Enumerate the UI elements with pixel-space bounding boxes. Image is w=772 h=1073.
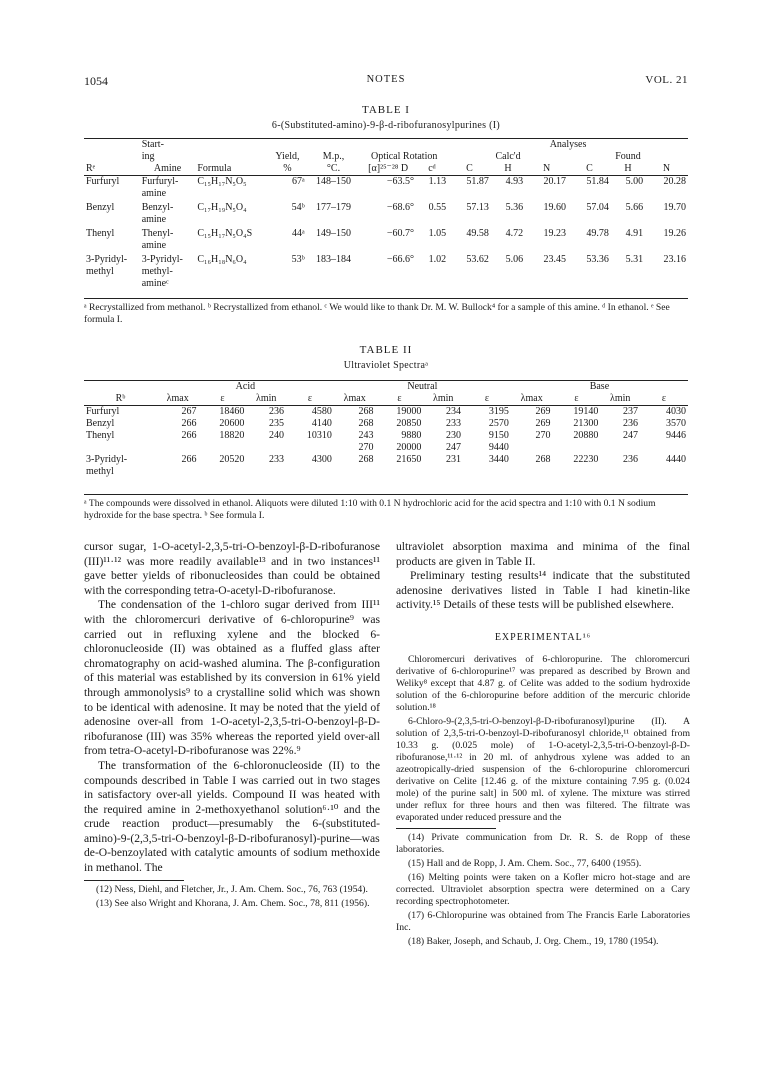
spectra-cell — [511, 406, 553, 418]
mp-cell: 148–150 — [316, 176, 351, 187]
table2-label: TABLE II — [359, 344, 413, 356]
spectra-cell-line: 20880 — [573, 430, 599, 441]
table-row — [84, 418, 688, 430]
formula-cell: C₁₆H₁₈N₆O₄ — [197, 254, 247, 265]
body-paragraph: The condensation of the 1-chloro sugar derived from III¹¹ with the chloromercuri derivative of 6-chloropurine⁹ was carried out in refluxing xylene and the blocked 6-chloronucleoside (II) was obtained as a fluffed glass after chromatography on acid-washed alumina. The β-configuration of this material was established by its conversion in 61% yield through ammonolysis⁹ to a crystalline solid which was shown to be identical with adenosine. It may be noted that the yield of adenosine over-all from 1-O-acetyl-2,3,5-tri-O-benzoyl-β-D-ribofuranose (III) was 35% whereas the reported yield over-all from tetra-O-acetyl-D-ribofuranose was 22%.⁹ — [84, 598, 380, 758]
table-row — [84, 176, 688, 202]
concentration-cell: 1.05 — [428, 228, 447, 239]
footnote: (12) Ness, Diehl, and Fletcher, Jr., J. Am. Chem. Soc., 76, 763 (1954). — [96, 883, 368, 895]
yield-cell: 53ᵇ — [291, 254, 305, 265]
spectra-cell — [286, 406, 334, 418]
spectra-cell — [600, 454, 640, 478]
spectra-cell — [334, 418, 376, 430]
spectra-cell-line: 21300 — [573, 418, 599, 429]
column-header: ε — [484, 393, 490, 404]
yield-cell: 44ᵃ — [292, 228, 305, 239]
spectra-cell-line: 237 — [622, 406, 638, 417]
spectra-cell-line: 268 — [358, 418, 374, 429]
table-row — [84, 454, 688, 478]
spectra-cell-line: 235 — [268, 418, 284, 429]
spectra-cell — [286, 454, 334, 478]
column-header: λmax — [166, 393, 189, 404]
spectra-cell — [246, 418, 286, 430]
footnote: (17) 6-Chloropurine was obtained from The Francis Earle Laboratories Inc. — [396, 909, 690, 933]
footnote: (16) Melting points were taken on a Kofler micro hot-stage and are corrected. Ultraviolet absorption spectra were determined on a Cary recording spectrophotometer. — [396, 871, 690, 907]
spectra-cell-line: 231 — [445, 454, 461, 465]
spectra-cell — [286, 418, 334, 430]
substituent-cell — [84, 406, 157, 418]
table1-footnote: ᵃ Recrystallized from methanol. ᵇ Recrystallized from ethanol. ᶜ We would like to thank Dr. M. W. Bullock⁴ for a sample of this amine. ᵈ In ethanol. ᵉ See formula I. — [84, 298, 688, 326]
table2-caption — [84, 344, 688, 371]
experimental-heading: EXPERIMENTAL¹⁶ — [494, 631, 592, 643]
spectra-cell — [246, 454, 286, 478]
amine-cell-line: Furfuryl- — [141, 176, 179, 187]
column-header: λmax — [343, 393, 366, 404]
footnote-rule — [396, 828, 496, 829]
spectra-cell-line: 10310 — [306, 430, 332, 441]
spectra-cell-line: 2570 — [488, 418, 509, 429]
found-cell: 51.84 — [586, 176, 609, 187]
column-header: [α]²⁵⁻²⁸ D — [368, 163, 409, 174]
amine-cell-line: Thenyl- — [141, 228, 174, 239]
spectra-cell-line: 266 — [181, 418, 197, 429]
calcd-cell: 57.13 — [466, 202, 489, 213]
table-row — [84, 228, 688, 254]
table-row — [84, 202, 688, 228]
substituent-cell-line: Benzyl — [86, 202, 115, 213]
neutral-header: Neutral — [407, 381, 438, 392]
spectra-cell — [423, 454, 463, 478]
spectra-cell-line: 233 — [268, 454, 284, 465]
spectra-cell — [199, 418, 247, 430]
footnote: (13) See also Wright and Khorana, J. Am. Chem. Soc., 78, 811 (1956). — [96, 897, 370, 909]
spectra-cell-line: 268 — [358, 454, 374, 465]
calcd-header: Calc'd — [495, 151, 521, 162]
found-cell: 20.28 — [663, 176, 686, 187]
found-cell: 5.66 — [625, 202, 644, 213]
spectra-cell — [246, 406, 286, 418]
section-name: NOTES — [366, 74, 406, 85]
rotation-cell: −68.6° — [386, 202, 414, 213]
page-number: 1054 — [84, 74, 108, 88]
calcd-cell: 49.58 — [466, 228, 489, 239]
spectra-cell-line: 19140 — [573, 406, 599, 417]
column-header: H — [504, 163, 512, 174]
mp-cell: 149–150 — [316, 228, 351, 239]
column-header: ε — [307, 393, 313, 404]
spectra-cell-line: 20600 — [219, 418, 245, 429]
spectra-cell-line: 236 — [268, 406, 284, 417]
left-column — [84, 540, 380, 912]
spectra-cell — [199, 406, 247, 418]
acid-header: Acid — [235, 381, 256, 392]
spectra-cell — [600, 430, 640, 454]
substituent-cell-line: Furfuryl — [86, 406, 120, 417]
spectra-cell-line: 266 — [181, 430, 197, 441]
calcd-cell: 19.60 — [543, 202, 566, 213]
amine-cell-line: amine — [141, 214, 167, 225]
spectra-cell — [553, 418, 601, 430]
spectra-cell-line: 20000 — [396, 442, 422, 453]
column-header: N — [662, 163, 671, 174]
mp-cell: 177–179 — [316, 202, 351, 213]
spectra-cell — [199, 430, 247, 454]
footnotes — [396, 832, 690, 948]
column-header: cᵈ — [428, 163, 436, 174]
amine-cell-line: amine — [141, 240, 167, 251]
formula-cell: C₁₅H₁₇N₅O₅ — [197, 176, 247, 187]
table2-title: Ultraviolet Spectraᵃ — [343, 360, 429, 371]
spectra-cell — [423, 418, 463, 430]
spectra-cell-line: 9150 — [488, 430, 509, 441]
spectra-cell — [511, 430, 553, 454]
spectra-cell — [157, 454, 199, 478]
spectra-cell-line: 20520 — [219, 454, 245, 465]
spectra-cell-line: 233 — [445, 418, 461, 429]
calcd-cell: 51.87 — [466, 176, 489, 187]
column-header: C — [466, 163, 473, 174]
amine-cell-line: amineᶜ — [141, 278, 169, 289]
right-column — [396, 540, 690, 950]
found-cell: 23.16 — [663, 254, 686, 265]
calcd-cell: 20.17 — [543, 176, 566, 187]
substituent-cell-line: Furfuryl — [86, 176, 120, 187]
column-header: λmin — [256, 393, 277, 404]
amine-cell-line: Benzyl- — [141, 202, 174, 213]
table1 — [84, 138, 688, 292]
spectra-cell — [511, 418, 553, 430]
spectra-cell-line: 3440 — [488, 454, 509, 465]
column-header: ing — [141, 151, 155, 162]
footnote: (18) Baker, Joseph, and Schaub, J. Org. Chem., 19, 1780 (1954). — [408, 935, 659, 947]
substituent-cell-line: methyl — [86, 466, 114, 477]
footnote: (14) Private communication from Dr. R. S. de Ropp of these laboratories. — [396, 831, 690, 855]
amine-cell-line: methyl- — [141, 266, 173, 277]
column-header: ε — [220, 393, 225, 404]
spectra-cell-line: 20850 — [396, 418, 422, 429]
spectra-cell — [463, 454, 511, 478]
spectra-cell — [157, 418, 199, 430]
column-header: % — [283, 163, 292, 174]
substituent-cell-line: 3-Pyridyl- — [86, 454, 128, 465]
found-cell: 19.26 — [663, 228, 686, 239]
found-cell: 53.36 — [586, 254, 609, 265]
spectra-cell-line: 267 — [181, 406, 197, 417]
spectra-cell-line: 9446 — [666, 430, 686, 441]
substituent-cell-line: Thenyl — [86, 430, 115, 441]
calcd-cell: 53.62 — [466, 254, 489, 265]
formula-cell: C₁₇H₁₉N₅O₄ — [197, 202, 247, 213]
experimental-paragraph: 6-Chloro-9-(2,3,5-tri-O-benzoyl-β-D-ribofuranosyl)purine (II). A solution of 2,3,5-tri-O-benzoyl-D-ribofuranosyl chloride,¹¹ obtained from 10.33 g. (0.025 mole) of 1-O-acetyl-2,3,5-tri-O-benzoyl-β-D-ribofuranose,¹¹·¹² in 20 ml. of anhydrous xylene was added to an azeotropically-dried suspension of the 6-chloropurine chloromercuri derivative on Celite [12.46 g. of the mixture containing 7.95 g. (0.024 mole) of the purine salt] in 500 ml. of xylene. The mixture was stirred under reflux for three hours and then was filtered. The filtrate was evaporated under reduced pressure and the — [396, 715, 690, 823]
column-header: λmin — [609, 393, 631, 404]
spectra-cell — [463, 418, 511, 430]
rotation-cell: −60.7° — [386, 228, 414, 239]
column-header: λmax — [520, 393, 543, 404]
column-header: M.p., — [322, 151, 345, 162]
spectra-cell-line: 247 — [445, 442, 461, 453]
calcd-cell: 5.36 — [505, 202, 524, 213]
amine-cell — [140, 254, 196, 292]
spectra-cell-line: 270 — [535, 430, 551, 441]
column-header: N — [542, 163, 551, 174]
spectra-cell — [157, 430, 199, 454]
base-header: Base — [589, 381, 610, 392]
spectra-cell-line: 3195 — [488, 406, 509, 417]
spectra-cell — [376, 454, 424, 478]
spectra-cell-line: 4300 — [311, 454, 332, 465]
substituent-cell-line: methyl — [86, 266, 114, 277]
yield-cell: 54ᵇ — [291, 202, 305, 213]
substituent-cell — [84, 254, 140, 292]
table1-label: TABLE I — [362, 104, 410, 116]
spectra-cell — [334, 454, 376, 478]
spectra-cell — [423, 406, 463, 418]
spectra-cell-line: 240 — [268, 430, 284, 441]
spectra-cell — [423, 430, 463, 454]
spectra-cell — [463, 430, 511, 454]
footnotes — [84, 884, 380, 910]
table-row — [84, 406, 688, 418]
concentration-cell: 0.55 — [428, 202, 447, 213]
body-paragraph: Preliminary testing results¹⁴ indicate that the substituted adenosine derivatives listed in Table I had kinetin-like activity.¹⁵ Details of these tests will be published elsewhere. — [396, 569, 690, 612]
spectra-cell — [553, 406, 601, 418]
calcd-cell: 5.06 — [505, 254, 524, 265]
table2 — [84, 380, 688, 478]
spectra-cell — [553, 430, 601, 454]
spectra-cell-line: 236 — [622, 418, 638, 429]
spectra-cell-line: 268 — [358, 406, 374, 417]
experimental-paragraph: Chloromercuri derivatives of 6-chloropurine. The chloromercuri derivative of 6-chloropurine¹⁷ was prepared as described by Brown and Weliky⁸ except that 4.87 g. of Celite was added to the sodium hydroxide solution of the 6-chloropurine before addition of the mercuric chloride solution.¹⁸ — [396, 653, 690, 713]
amine-cell-line: 3-Pyridyl- — [141, 254, 183, 265]
body-paragraph: ultraviolet absorption maxima and minima of the final products are given in Table II. — [396, 540, 690, 568]
found-cell: 5.00 — [625, 176, 644, 187]
spectra-cell-line: 269 — [535, 418, 551, 429]
spectra-cell-line: 9880 — [401, 430, 422, 441]
amine-cell-line: amine — [141, 188, 167, 199]
spectra-cell — [246, 430, 286, 454]
column-header: °C. — [326, 163, 341, 174]
spectra-cell-line: 269 — [535, 406, 551, 417]
column-header: H — [624, 163, 632, 174]
spectra-cell — [376, 418, 424, 430]
substituent-cell — [84, 418, 157, 430]
calcd-cell: 4.93 — [505, 176, 524, 187]
spectra-cell — [157, 406, 199, 418]
table2-footnote: ᵃ The compounds were dissolved in ethanol. Aliquots were diluted 1:10 with 0.1 N hydrochloric acid for the acid spectra and 1:10 with 0.1 N sodium hydroxide for the base spectra. ᵇ See formula I. — [84, 494, 688, 522]
column-header: ε — [397, 393, 402, 404]
substituent-cell — [84, 454, 157, 478]
spectra-cell-line: 266 — [181, 454, 197, 465]
spectra-cell — [376, 430, 424, 454]
column-header: C — [586, 163, 593, 174]
column-header: Amine — [153, 163, 182, 174]
calcd-cell: 19.23 — [543, 228, 566, 239]
amine-cell — [140, 202, 196, 228]
spectra-cell-line: 9440 — [488, 442, 509, 453]
column-header: Rᵉ — [86, 163, 96, 174]
spectra-cell — [640, 454, 688, 478]
spectra-cell — [286, 430, 334, 454]
spectra-cell — [640, 430, 688, 454]
running-header — [84, 74, 688, 90]
column-header: ε — [661, 393, 667, 404]
rotation-cell: −63.5° — [386, 176, 414, 187]
calcd-cell: 23.45 — [543, 254, 566, 265]
mp-cell: 183–184 — [316, 254, 351, 265]
substituent-cell-line: Thenyl — [86, 228, 115, 239]
found-cell: 5.31 — [625, 254, 644, 265]
spectra-cell-line: 21650 — [396, 454, 422, 465]
spectra-cell-line: 270 — [358, 442, 374, 453]
spectra-cell — [334, 430, 376, 454]
spectra-cell — [199, 454, 247, 478]
table-row — [84, 430, 688, 454]
found-cell: 19.70 — [663, 202, 686, 213]
volume-label: VOL. 21 — [645, 74, 688, 86]
spectra-cell — [640, 418, 688, 430]
spectra-cell — [463, 406, 511, 418]
yield-cell: 67ᵃ — [292, 176, 305, 187]
spectra-cell-line: 22230 — [573, 454, 599, 465]
spectra-cell — [376, 406, 424, 418]
table-row — [84, 254, 688, 292]
spectra-cell-line: 18460 — [219, 406, 245, 417]
calcd-cell: 4.72 — [505, 228, 524, 239]
spectra-cell — [334, 406, 376, 418]
substituent-cell-line: Benzyl — [86, 418, 115, 429]
spectra-cell-line: 4140 — [311, 418, 332, 429]
substituent-cell-line: 3-Pyridyl- — [86, 254, 128, 265]
spectra-cell-line: 236 — [622, 454, 638, 465]
table1-title: 6-(Substituted-amino)-9-β-d-ribofuranosylpurines (I) — [271, 120, 501, 131]
column-header: λmin — [432, 393, 454, 404]
footnote: (15) Hall and de Ropp, J. Am. Chem. Soc., 77, 6400 (1955). — [408, 857, 642, 869]
column-header: Rᵇ — [115, 393, 126, 404]
substituent-cell — [84, 228, 140, 254]
concentration-cell: 1.02 — [428, 254, 447, 265]
spectra-cell-line: 4440 — [666, 454, 686, 465]
found-cell: 57.04 — [586, 202, 609, 213]
column-header: ε — [574, 393, 579, 404]
amine-cell — [140, 228, 196, 254]
found-cell: 49.78 — [586, 228, 609, 239]
substituent-cell — [84, 202, 140, 228]
footnote-rule — [84, 880, 184, 881]
spectra-cell-line: 230 — [445, 430, 461, 441]
amine-cell — [140, 176, 196, 202]
spectra-cell — [511, 454, 553, 478]
spectra-cell — [640, 406, 688, 418]
spectra-cell-line: 18820 — [219, 430, 245, 441]
spectra-cell-line: 4030 — [666, 406, 686, 417]
spectra-cell — [600, 406, 640, 418]
spectra-cell-line: 4580 — [311, 406, 332, 417]
spectra-cell — [553, 454, 601, 478]
found-cell: 4.91 — [625, 228, 644, 239]
body-paragraph: cursor sugar, 1-O-acetyl-2,3,5-tri-O-benzoyl-β-D-ribofuranose (III)¹¹·¹² was more readily available¹³ and in two instances¹¹ gave better yields of ribonucleosides than could be obtained with the corresponding tetra-O-acetyl-D-ribofuranose. — [84, 540, 380, 597]
substituent-cell — [84, 176, 140, 202]
formula-cell: C₁₅H₁₇N₅O₄S — [197, 228, 253, 239]
column-header: Formula — [197, 163, 232, 174]
body-paragraph: The transformation of the 6-chloronucleoside (II) to the compounds described in Table I was carried out in two stages in satisfactory over-all yields. Compound II was heated with the required amine in 2-methoxyethanol solution⁶·¹⁰ and the crude reaction product—presumably the 6-(substituted-amino)-9-(2,3,5-tri-O-benzoyl-β-D-ribofuranosyl)-purine—was de-O-benzoylated with catalytic amounts of sodium methoxide in methanol. The — [84, 758, 380, 875]
column-header: Start- — [141, 139, 164, 150]
spectra-cell-line: 19000 — [396, 406, 422, 417]
spectra-cell — [600, 418, 640, 430]
column-header: Yield, — [275, 151, 300, 162]
spectra-cell-line: 234 — [445, 406, 461, 417]
spectra-cell-line: 268 — [535, 454, 551, 465]
spectra-cell-line: 3570 — [666, 418, 686, 429]
analyses-header: Analyses — [549, 139, 587, 150]
spectra-cell-line: 243 — [358, 430, 374, 441]
found-header: Found — [615, 151, 641, 162]
spectra-cell-line: 247 — [622, 430, 638, 441]
rotation-cell: −66.6° — [386, 254, 414, 265]
substituent-cell — [84, 430, 157, 454]
column-header: Optical Rotation — [370, 151, 438, 162]
table1-caption — [84, 104, 688, 131]
concentration-cell: 1.13 — [428, 176, 447, 187]
